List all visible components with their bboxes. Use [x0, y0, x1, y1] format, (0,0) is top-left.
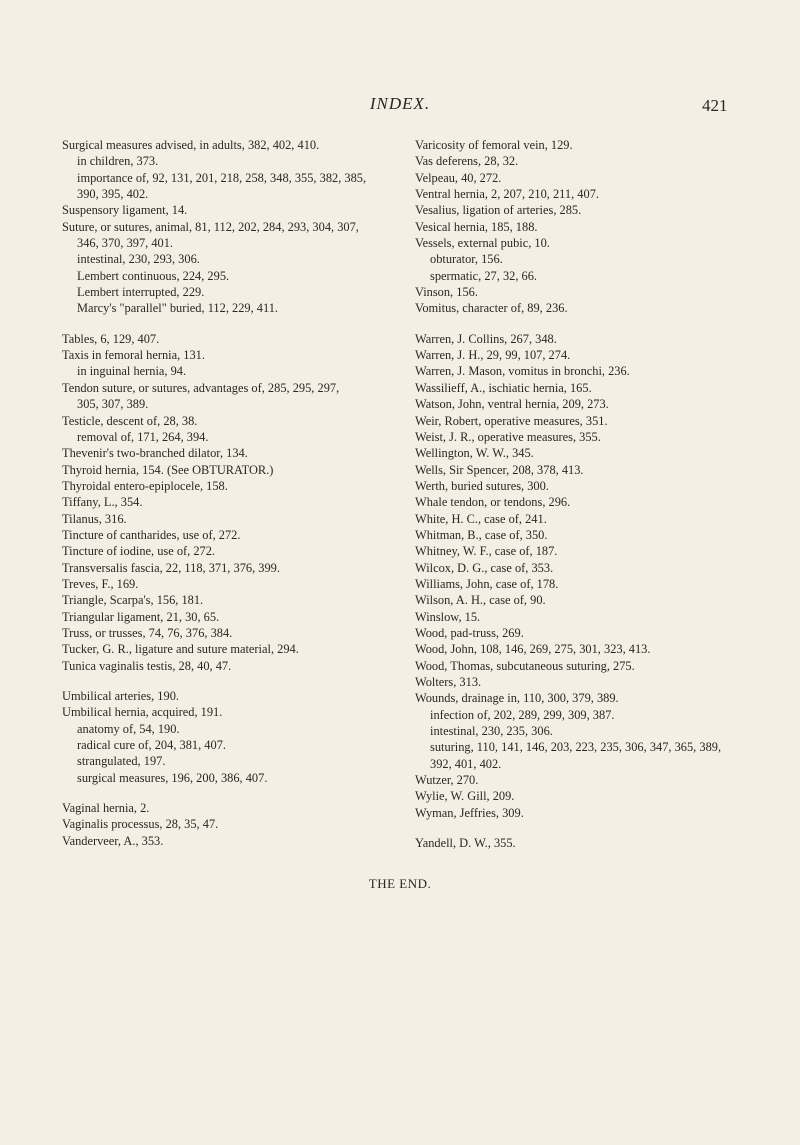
index-entry: Transversalis fascia, 22, 118, 371, 376, 399. [62, 560, 280, 575]
index-entry: Vomitus, character of, 89, 236. [415, 301, 568, 316]
index-entry: Watson, John, ventral hernia, 209, 273. [415, 397, 609, 412]
index-subentry: Lembert continuous, 224, 295. [77, 268, 230, 283]
index-subentry: 390, 395, 402. [77, 187, 149, 202]
index-section-gap [62, 317, 397, 331]
index-section-gap [62, 674, 397, 688]
index-entry: Varicosity of femoral vein, 129. [415, 138, 573, 152]
index-entry: Whitney, W. F., case of, 187. [415, 544, 558, 559]
index-entry: Winslow, 15. [415, 609, 481, 624]
index-entry: Vesalius, ligation of arteries, 285. [415, 203, 582, 218]
index-entry: Thevenir's two-branched dilator, 134. [62, 446, 248, 461]
index-entry: Wells, Sir Spencer, 208, 378, 413. [415, 462, 584, 477]
index-subentry: 305, 307, 389. [77, 397, 149, 412]
index-entry: Treves, F., 169. [62, 576, 139, 591]
index-entry: Whitman, B., case of, 350. [415, 527, 548, 542]
index-entry: Wounds, drainage in, 110, 300, 379, 389. [415, 691, 619, 706]
index-entry: Warren, J. Mason, vomitus in bronchi, 236. [415, 364, 630, 379]
index-entry: Ventral hernia, 2, 207, 210, 211, 407. [415, 187, 599, 202]
index-subentry: obturator, 156. [430, 252, 503, 267]
index-entry: Tincture of iodine, use of, 272. [62, 544, 216, 559]
index-entry: Wyman, Jeffries, 309. [415, 805, 524, 820]
index-subentry: suturing, 110, 141, 146, 203, 223, 235, 306, 347, 365, 389, [430, 740, 722, 755]
index-entry: Vanderveer, A., 353. [62, 833, 164, 848]
index-column-right [415, 137, 795, 851]
index-entry: Umbilical arteries, 190. [62, 689, 179, 703]
index-column-left [62, 137, 397, 849]
index-entry: Suspensory ligament, 14. [62, 203, 188, 218]
index-subentry: in inguinal hernia, 94. [77, 364, 187, 379]
index-subentry: anatomy of, 54, 190. [77, 721, 180, 736]
index-subentry: removal of, 171, 264, 394. [77, 429, 209, 444]
index-entry: Wilcox, D. G., case of, 353. [415, 560, 554, 575]
index-subentry: intestinal, 230, 293, 306. [77, 252, 200, 267]
index-entry: Tilanus, 316. [62, 511, 127, 526]
index-entry: Wilson, A. H., case of, 90. [415, 593, 546, 608]
index-entry: Williams, John, case of, 178. [415, 576, 559, 591]
index-entry: Truss, or trusses, 74, 76, 376, 384. [62, 625, 233, 640]
index-entry: Wood, John, 108, 146, 269, 275, 301, 323, 413. [415, 642, 651, 657]
index-entry: Weist, J. R., operative measures, 355. [415, 429, 601, 444]
end-marker: THE END. [368, 876, 432, 891]
index-section-gap [415, 317, 795, 331]
index-entry: Weir, Robert, operative measures, 351. [415, 413, 608, 428]
index-entry: Tables, 6, 129, 407. [62, 331, 160, 346]
index-entry: Suture, or sutures, animal, 81, 112, 202, 284, 293, 304, 307, [62, 219, 359, 234]
index-entry: Taxis in femoral hernia, 131. [62, 348, 205, 363]
index-entry: Wutzer, 270. [415, 773, 479, 788]
index-entry: Testicle, descent of, 28, 38. [62, 413, 198, 428]
index-subentry: strangulated, 197. [77, 754, 166, 769]
index-entry: Tiffany, L., 354. [62, 495, 143, 510]
index-entry: Tucker, G. R., ligature and suture material, 294. [62, 642, 299, 657]
index-entry: Werth, buried sutures, 300. [415, 478, 549, 493]
index-entry: Vaginalis processus, 28, 35, 47. [62, 817, 219, 832]
index-entry: Wood, Thomas, subcutaneous suturing, 275. [415, 658, 635, 673]
index-entry: Vas deferens, 28, 32. [415, 154, 519, 169]
index-subentry: infection of, 202, 289, 299, 309, 387. [430, 707, 615, 722]
index-subentry: importance of, 92, 131, 201, 218, 258, 348, 355, 382, 385, [77, 170, 367, 185]
index-entry: Wylie, W. Gill, 209. [415, 789, 515, 804]
index-section-gap [62, 786, 397, 800]
index-entry: Vessels, external pubic, 10. [415, 236, 550, 251]
index-subentry: radical cure of, 204, 381, 407. [77, 738, 226, 753]
index-section-gap [415, 821, 795, 835]
index-entry: Warren, J. Collins, 267, 348. [415, 331, 557, 346]
index-entry: Tincture of cantharides, use of, 272. [62, 527, 241, 542]
index-entry: Wolters, 313. [415, 675, 482, 689]
index-subentry: in children, 373. [77, 154, 159, 169]
index-subentry: Lembert interrupted, 229. [77, 285, 205, 300]
index-subentry: 392, 401, 402. [430, 756, 502, 771]
page-number: 421 [702, 96, 728, 115]
index-entry: Wood, pad-truss, 269. [415, 625, 524, 640]
index-entry: Wassilieff, A., ischiatic hernia, 165. [415, 380, 592, 395]
index-entry: Surgical measures advised, in adults, 382, 402, 410. [62, 138, 320, 152]
index-entry: Thyroid hernia, 154. (See OBTURATOR.) [62, 462, 274, 477]
index-entry: Vesical hernia, 185, 188. [415, 219, 538, 234]
index-entry: Warren, J. H., 29, 99, 107, 274. [415, 348, 571, 363]
page-title: INDEX. [369, 94, 431, 113]
index-subentry: intestinal, 230, 235, 306. [430, 724, 553, 739]
index-entry: Thyroidal entero-epiplocele, 158. [62, 478, 228, 493]
index-entry: Triangle, Scarpa's, 156, 181. [62, 593, 204, 608]
index-entry: Tendon suture, or sutures, advantages of, 285, 295, 297, [62, 380, 340, 395]
index-entry: Vinson, 156. [415, 285, 478, 300]
index-entry: White, H. C., case of, 241. [415, 511, 547, 526]
index-subentry: spermatic, 27, 32, 66. [430, 268, 538, 283]
index-entry: Velpeau, 40, 272. [415, 170, 502, 185]
index-entry: Yandell, D. W., 355. [415, 836, 516, 851]
index-subentry: surgical measures, 196, 200, 386, 407. [77, 770, 268, 785]
index-entry: Tunica vaginalis testis, 28, 40, 47. [62, 658, 232, 673]
index-entry: Triangular ligament, 21, 30, 65. [62, 609, 220, 624]
index-entry: Wellington, W. W., 345. [415, 446, 534, 461]
index-subentry: 346, 370, 397, 401. [77, 236, 174, 251]
index-entry: Whale tendon, or tendons, 296. [415, 495, 571, 510]
index-entry: Umbilical hernia, acquired, 191. [62, 705, 223, 720]
index-entry: Vaginal hernia, 2. [62, 801, 150, 816]
index-subentry: Marcy's "parallel" buried, 112, 229, 411. [77, 301, 279, 316]
